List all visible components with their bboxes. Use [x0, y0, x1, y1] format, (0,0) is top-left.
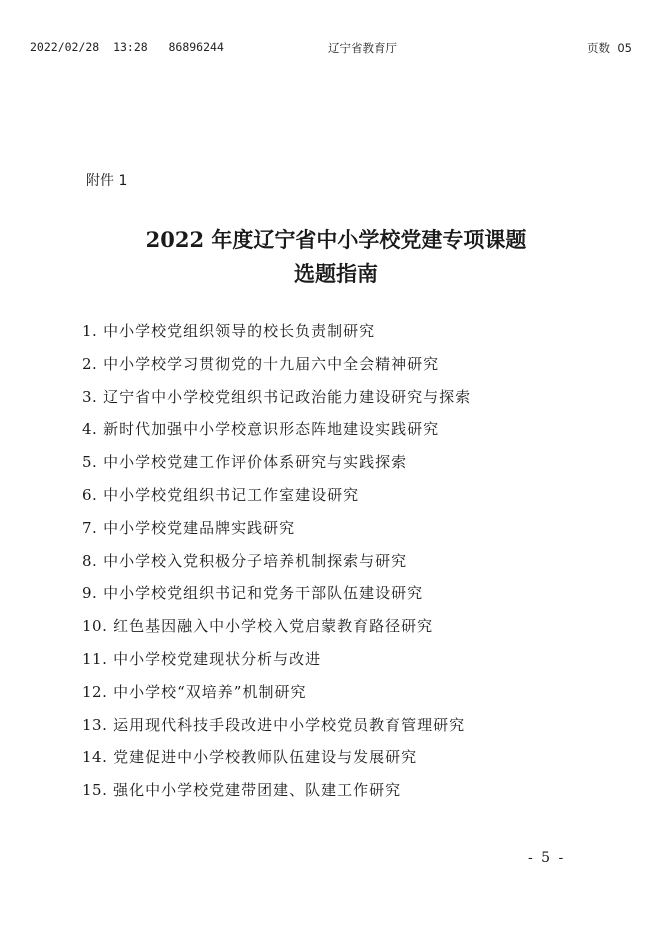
topic-item [82, 386, 471, 419]
topic-text: 中小学校入党积极分子培养机制探索与研究 [103, 551, 408, 570]
topic-number: 1. [82, 322, 98, 340]
topic-item [82, 484, 471, 517]
topic-list [82, 320, 471, 812]
topic-item [82, 681, 471, 714]
topic-text: 中小学校党组织书记和党务干部队伍建设研究 [103, 584, 424, 603]
topic-item [82, 550, 471, 583]
fax-page-count [587, 40, 632, 56]
topic-number: 11. [82, 649, 108, 668]
attachment-label: 附件 1 [86, 173, 128, 189]
topic-number: 9. [82, 584, 98, 603]
topic-text: 中小学校党建工作评价体系研究与实践探索 [103, 453, 408, 472]
page-number: - 5 - [528, 850, 566, 866]
topic-text: 中小学校党组织书记工作室建设研究 [103, 485, 360, 504]
topic-text: 中小学校党建品牌实践研究 [103, 518, 296, 537]
fax-page-label: 页数 [587, 41, 611, 55]
topic-item [82, 746, 471, 779]
topic-number: 6. [82, 485, 98, 504]
topic-number: 13. [82, 715, 108, 734]
title-line-2: 选题指南 [294, 261, 378, 286]
topic-number: 10. [82, 617, 108, 636]
topic-number: 2. [82, 354, 98, 373]
topic-text: 中小学校党建现状分析与改进 [113, 649, 322, 668]
topic-number: 8. [82, 551, 98, 570]
topic-text: 红色基因融入中小学校入党启蒙教育路径研究 [113, 617, 434, 636]
fax-datetime: 2022/02/28 13:28 [30, 40, 148, 54]
topic-item [82, 779, 471, 812]
topic-text: 辽宁省中小学校党组织书记政治能力建设研究与探索 [103, 387, 472, 406]
topic-item [82, 648, 471, 681]
topic-item [82, 353, 471, 386]
topic-text: 中小学校“双培养”机制研究 [113, 682, 307, 701]
topic-number: 7. [82, 518, 98, 537]
topic-item [82, 615, 471, 648]
topic-number: 12. [82, 682, 108, 701]
document-title [0, 223, 672, 291]
title-line-1: 2022 年度辽宁省中小学校党建专项课题 [145, 227, 527, 252]
topic-item [82, 451, 471, 484]
topic-item [82, 714, 471, 747]
topic-number: 5. [82, 453, 98, 472]
topic-text: 新时代加强中小学校意识形态阵地建设实践研究 [103, 420, 440, 439]
topic-item [82, 418, 471, 451]
topic-number: 15. [82, 781, 108, 800]
topic-text: 党建促进中小学校教师队伍建设与发展研究 [113, 748, 418, 767]
topic-text: 运用现代科技手段改进中小学校党员教育管理研究 [113, 715, 466, 734]
topic-number: 14. [82, 748, 108, 767]
topic-text: 中小学校学习贯彻党的十九届六中全会精神研究 [103, 354, 440, 373]
topic-text: 中小学校党组织领导的校长负责制研究 [103, 322, 376, 340]
topic-item [82, 517, 471, 550]
fax-page-value: 05 [617, 41, 632, 55]
fax-header [30, 40, 632, 58]
topic-item [82, 582, 471, 615]
topic-number: 4. [82, 420, 98, 439]
fax-number: 86896244 [168, 40, 224, 54]
topic-text: 强化中小学校党建带团建、队建工作研究 [113, 781, 402, 800]
topic-item [82, 320, 471, 353]
fax-sender: 辽宁省教育厅 [328, 41, 397, 55]
fax-datetime-number [30, 40, 224, 54]
topic-number: 3. [82, 387, 98, 406]
